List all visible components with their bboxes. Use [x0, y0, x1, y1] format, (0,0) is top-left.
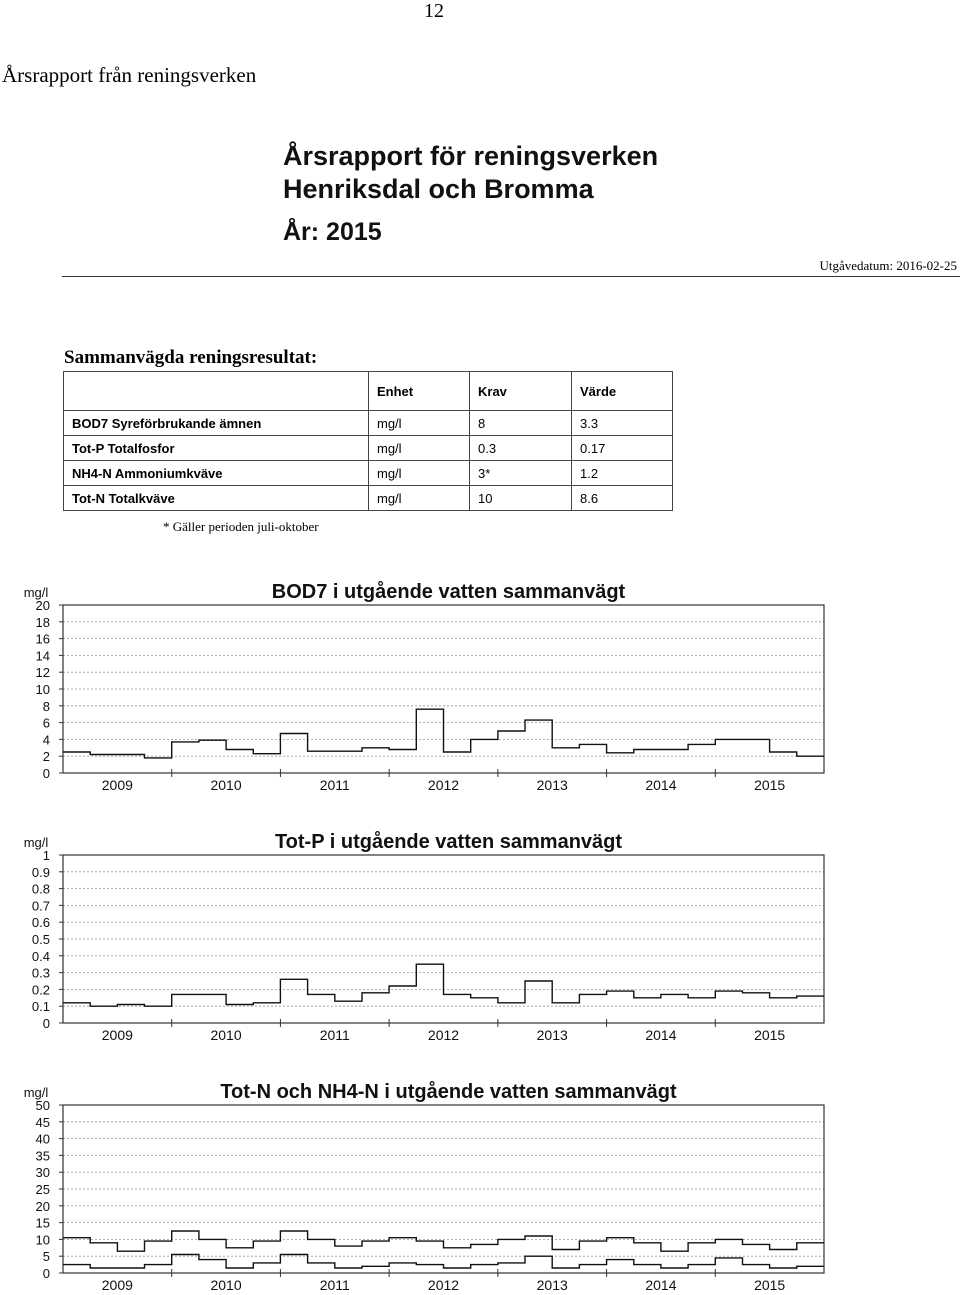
x-tick-label: 2011	[319, 777, 350, 793]
series-line-1	[63, 964, 824, 1006]
header-cell: Krav	[470, 372, 572, 411]
x-tick-label: 2015	[754, 1277, 786, 1293]
y-tick-label: 0.5	[31, 932, 50, 947]
cell-unit: mg/l	[369, 461, 470, 486]
chart-title: Tot-N och NH4-N i utgående vatten sammanvägt	[220, 1081, 677, 1103]
cell-value: 3.3	[572, 411, 673, 436]
x-tick-label: 2012	[427, 777, 460, 793]
cell-parameter: Tot-P Totalfosfor	[64, 436, 369, 461]
cell-unit: mg/l	[369, 436, 470, 461]
series-line-1	[63, 1231, 824, 1251]
x-tick-label: 2014	[645, 777, 677, 793]
chart-title: Tot-P i utgående vatten sammanvägt	[274, 831, 623, 853]
x-tick-label: 2009	[101, 1277, 133, 1293]
y-axis-unit: mg/l	[23, 585, 49, 600]
y-axis-unit: mg/l	[23, 1085, 49, 1100]
header-divider	[62, 276, 960, 277]
header-cell: Värde	[572, 372, 673, 411]
cell-unit: mg/l	[369, 411, 470, 436]
y-tick-label: 6	[42, 715, 50, 731]
y-tick-label: 25	[35, 1182, 50, 1197]
x-tick-label: 2011	[319, 1027, 350, 1043]
x-tick-label: 2010	[210, 1027, 242, 1043]
results-header-row	[64, 372, 673, 411]
y-tick-label: 50	[35, 1098, 50, 1113]
cell-requirement: 0.3	[470, 436, 572, 461]
report-year: År: 2015	[283, 218, 382, 246]
cell-requirement: 10	[470, 486, 572, 511]
y-tick-label: 0.4	[31, 948, 50, 964]
cell-parameter: BOD7 Syreförbrukande ämnen	[64, 411, 369, 436]
cell-requirement: 8	[470, 411, 572, 436]
x-tick-label: 2014	[645, 1277, 677, 1293]
x-tick-label: 2011	[319, 1277, 350, 1293]
table-row	[64, 461, 673, 486]
x-tick-label: 2013	[536, 777, 568, 793]
chart-3	[24, 1080, 824, 1293]
chart-title: BOD7 i utgående vatten sammanvägt	[271, 581, 626, 603]
cell-parameter: NH4-N Ammoniumkväve	[64, 461, 369, 486]
series-line-1	[63, 709, 824, 758]
results-title: Sammanvägda reningsresultat:	[64, 347, 318, 368]
report-title-line1: Årsrapport för reningsverken	[283, 141, 659, 171]
table-row	[64, 411, 673, 436]
section-title: Årsrapport från reningsverken	[2, 63, 257, 87]
x-tick-label: 2009	[101, 777, 133, 793]
y-tick-label: 4	[42, 732, 50, 748]
y-tick-label: 1	[42, 848, 50, 863]
y-tick-label: 8	[42, 698, 50, 714]
cell-value: 8.6	[572, 486, 673, 511]
y-tick-label: 30	[35, 1165, 50, 1181]
y-tick-label: 5	[42, 1249, 50, 1265]
x-tick-label: 2010	[210, 777, 242, 793]
release-date: Utgåvedatum: 2016-02-25	[819, 258, 957, 273]
y-tick-label: 35	[35, 1148, 50, 1164]
y-tick-label: 0.8	[31, 881, 50, 897]
x-tick-label: 2013	[536, 1277, 568, 1293]
cell-value: 0.17	[572, 436, 673, 461]
y-tick-label: 0.1	[31, 999, 50, 1015]
y-tick-label: 0	[42, 766, 50, 781]
y-tick-label: 15	[35, 1215, 50, 1231]
y-tick-label: 0.7	[31, 898, 50, 914]
x-tick-label: 2010	[210, 1277, 242, 1293]
report-title-line2: Henriksdal och Bromma	[283, 174, 594, 204]
y-tick-label: 0	[42, 1016, 50, 1031]
report-header	[283, 140, 658, 247]
y-tick-label: 40	[35, 1131, 50, 1147]
footnote: * Gäller perioden juli-oktober	[163, 519, 319, 534]
cell-unit: mg/l	[369, 486, 470, 511]
y-tick-label: 18	[35, 614, 50, 630]
x-tick-label: 2014	[645, 1027, 677, 1043]
results-table	[63, 371, 673, 511]
charts-area	[0, 560, 960, 1295]
y-axis-unit: mg/l	[23, 835, 49, 850]
y-tick-label: 10	[35, 1232, 50, 1248]
chart-2	[24, 830, 824, 1043]
y-tick-label: 20	[35, 598, 50, 613]
x-tick-label: 2012	[427, 1277, 460, 1293]
y-tick-label: 0.2	[31, 982, 50, 998]
chart-1	[24, 580, 824, 793]
table-row	[64, 486, 673, 511]
cell-parameter: Tot-N Totalkväve	[64, 486, 369, 511]
y-tick-label: 16	[35, 631, 50, 647]
x-tick-label: 2015	[754, 777, 786, 793]
y-tick-label: 0.3	[31, 965, 50, 981]
y-tick-label: 14	[35, 648, 50, 664]
cell-requirement: 3*	[470, 461, 572, 486]
y-tick-label: 0.9	[31, 864, 50, 880]
y-tick-label: 0	[42, 1266, 50, 1281]
y-tick-label: 2	[42, 749, 50, 765]
x-tick-label: 2009	[101, 1027, 133, 1043]
table-row	[64, 436, 673, 461]
x-tick-label: 2015	[754, 1027, 786, 1043]
y-tick-label: 45	[35, 1114, 50, 1130]
y-tick-label: 10	[35, 682, 50, 697]
y-tick-label: 12	[35, 665, 50, 681]
x-tick-label: 2013	[536, 1027, 568, 1043]
cell-value: 1.2	[572, 461, 673, 486]
header-cell	[64, 372, 369, 411]
page-number: 12	[424, 0, 444, 22]
y-tick-label: 0.6	[31, 915, 50, 931]
x-tick-label: 2012	[427, 1027, 460, 1043]
y-tick-label: 20	[35, 1198, 50, 1214]
header-cell: Enhet	[369, 372, 470, 411]
